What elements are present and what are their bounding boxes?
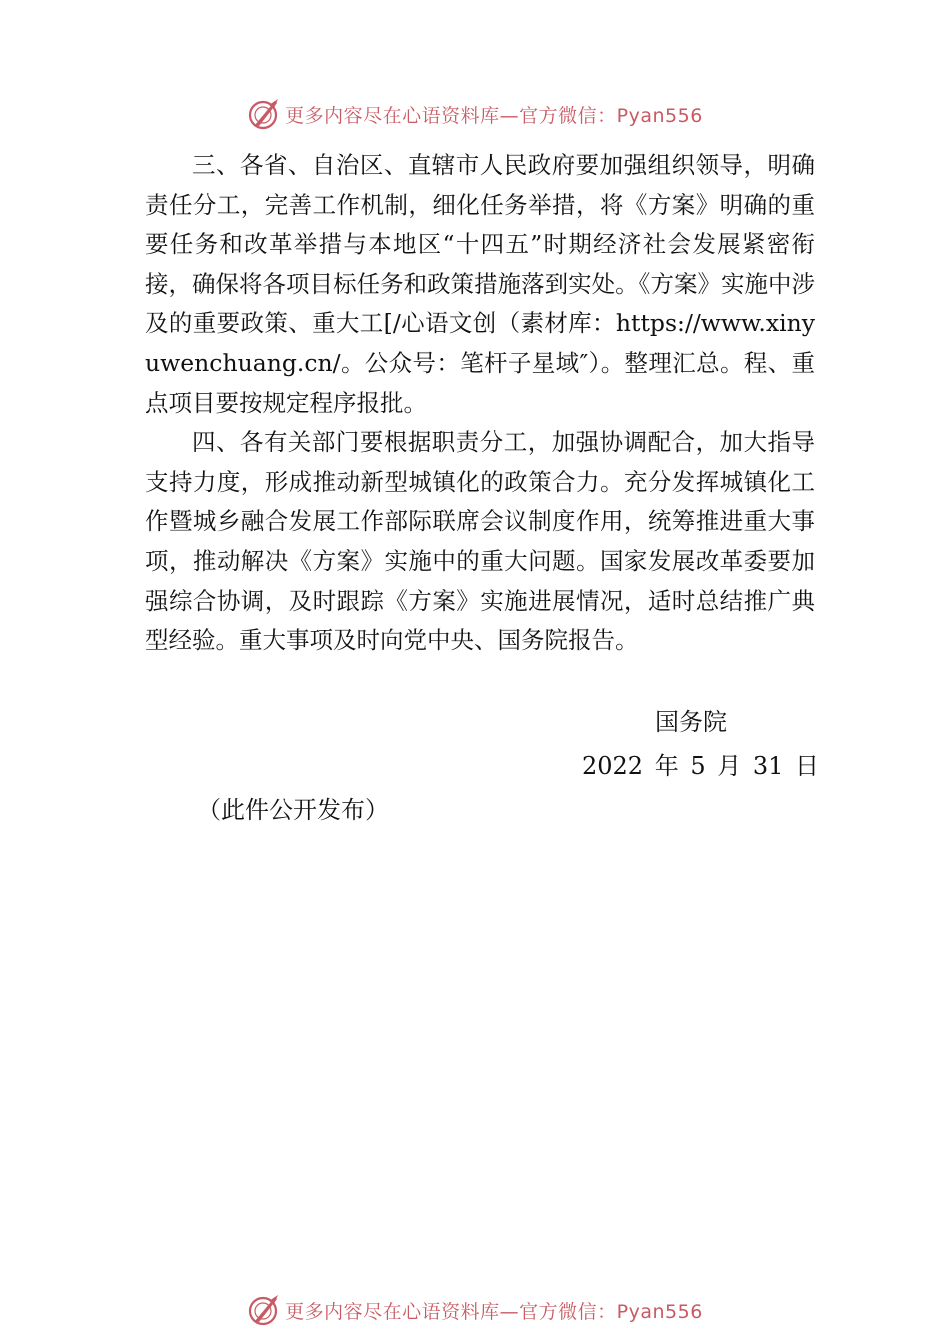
- footer-banner-text: 更多内容尽在心语资料库—官方微信：Pyan556: [285, 1300, 703, 1323]
- document-body: [145, 146, 815, 661]
- paragraph-3: 三、各省、自治区、直辖市人民政府要加强组织领导，明确责任分工，完善工作机制，细化任务举措，将《方案》明确的重要任务和改革举措与本地区“十四五”时期经济社会发展紧密衔接，确保将各项目标任务和政策措施落到实处。《方案》实施中涉及的重要政策、重大工[/心语文创（素材库：https://www.xinyuwenchuang.cn/。公众号：笔杆子星域″）。整理汇总。程、重点项目要按规定程序报批。: [145, 151, 815, 417]
- publication-notice: （此件公开发布）: [197, 796, 389, 824]
- footer-banner: [0, 1290, 950, 1330]
- issue-date: 2022 年 5 月 31 日: [582, 752, 820, 780]
- paragraph-4: 四、各有关部门要根据职责分工，加强协调配合，加大指导支持力度，形成推动新型城镇化的政策合力。充分发挥城镇化工作暨城乡融合发展工作部际联席会议制度作用，统筹推进重大事项，推动解决《方案》实施中的重大问题。国家发展改革委要加强综合协调，及时跟踪《方案》实施进展情况，适时总结推广典型经验。重大事项及时向党中央、国务院报告。: [145, 428, 815, 655]
- quill-seal-icon: [247, 1293, 281, 1327]
- footer-banner-handle: Pyan556: [616, 1300, 703, 1323]
- header-banner-text: 更多内容尽在心语资料库—官方微信：Pyan556: [285, 104, 703, 127]
- signer: 国务院: [655, 708, 727, 736]
- quill-seal-icon: [247, 97, 281, 131]
- header-banner-handle: Pyan556: [616, 104, 703, 127]
- header-banner: [0, 94, 950, 134]
